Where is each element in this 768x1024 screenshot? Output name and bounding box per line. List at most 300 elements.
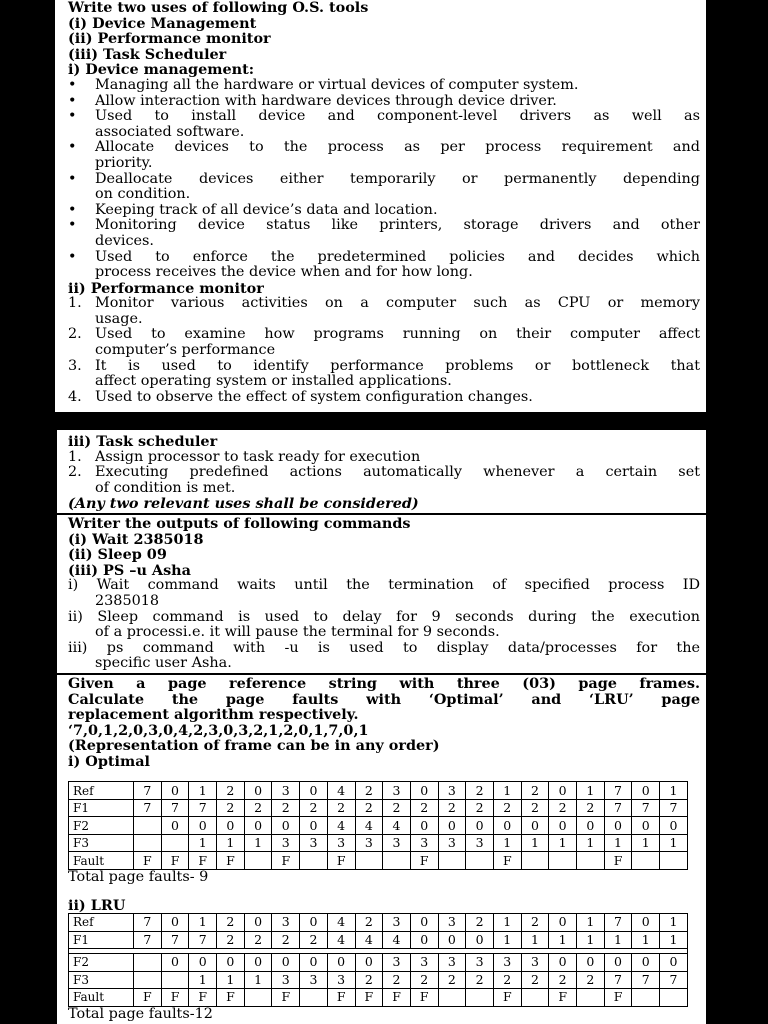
table-cell: 1 — [493, 834, 521, 852]
table-cell: F — [410, 989, 438, 1007]
table-cell — [161, 971, 189, 989]
table-cell: 0 — [244, 817, 272, 835]
table-cell: 0 — [632, 782, 660, 800]
table-cell: F — [134, 989, 162, 1007]
table-cell: 3 — [355, 834, 383, 852]
table-cell: 3 — [410, 954, 438, 972]
table-cell — [660, 852, 688, 870]
table-cell: 2 — [355, 782, 383, 800]
table-cell: 3 — [493, 954, 521, 972]
list-item — [68, 218, 700, 234]
table-cell: 2 — [577, 971, 605, 989]
item-number: 1. — [68, 295, 82, 312]
table-cell: 0 — [549, 817, 577, 835]
table-cell: 0 — [410, 914, 438, 932]
row-header: F2 — [69, 817, 134, 835]
table-cell — [466, 989, 494, 1007]
table-cell: 1 — [660, 782, 688, 800]
item-text: Allocate devices to the process as per process requirement and — [95, 139, 700, 156]
answer-line: ii) Sleep command is used to delay for 9 seconds during the execution — [68, 608, 700, 625]
table-cell — [244, 989, 272, 1007]
table-cell: 0 — [272, 817, 300, 835]
item-text: Used to install device and component-level drivers as well as — [95, 108, 700, 125]
table-row — [69, 931, 688, 949]
item-text: Monitor various activities on a computer such as CPU or memory — [95, 295, 700, 312]
table-cell: 0 — [300, 914, 328, 932]
table-cell: F — [549, 989, 577, 1007]
item-text: Monitoring device status like printers, storage drivers and other — [95, 217, 700, 234]
command-item: (i) Wait 2385018 — [68, 530, 204, 548]
table-cell: 0 — [660, 954, 688, 972]
table-cell: 1 — [632, 834, 660, 852]
table-cell: 1 — [189, 971, 217, 989]
table-cell: 2 — [217, 782, 245, 800]
table-cell: 0 — [300, 954, 328, 972]
table-cell: 2 — [466, 971, 494, 989]
table-cell: 7 — [161, 799, 189, 817]
question-text: replacement algorithm respectively. — [68, 706, 359, 724]
table-cell — [244, 852, 272, 870]
table-cell: 0 — [327, 954, 355, 972]
table-cell: 1 — [660, 931, 688, 949]
table-cell: 1 — [604, 931, 632, 949]
answer-line: i) Wait command waits until the termination of specified process ID — [68, 577, 700, 594]
table-cell: 4 — [383, 817, 411, 835]
table-cell: 3 — [466, 954, 494, 972]
list-item — [68, 465, 700, 481]
bullet-icon: • — [68, 217, 77, 234]
list-item — [68, 94, 700, 110]
table-cell: 2 — [410, 971, 438, 989]
table-cell: 1 — [660, 834, 688, 852]
table-cell — [134, 817, 162, 835]
row-header: F3 — [69, 834, 134, 852]
table-cell: 0 — [161, 954, 189, 972]
list-item — [68, 78, 700, 94]
table-cell: 3 — [327, 834, 355, 852]
table-cell: F — [134, 852, 162, 870]
row-header: Fault — [69, 989, 134, 1007]
table-cell — [161, 834, 189, 852]
table-cell: 2 — [244, 799, 272, 817]
table-cell: 2 — [300, 931, 328, 949]
table-cell: 7 — [134, 799, 162, 817]
table-cell — [300, 852, 328, 870]
table-cell: 2 — [355, 971, 383, 989]
table-cell: 1 — [521, 834, 549, 852]
table-cell: F — [383, 989, 411, 1007]
table-cell: 4 — [327, 817, 355, 835]
reference-string: ‘7,0,1,2,0,3,0,4,2,3,0,3,2,1,2,0,1,7,0,1 — [68, 721, 369, 739]
table-cell — [134, 954, 162, 972]
row-header: F1 — [69, 931, 134, 949]
table-cell: 0 — [604, 817, 632, 835]
table-cell: F — [355, 989, 383, 1007]
table-cell: 7 — [632, 971, 660, 989]
list-item — [68, 203, 700, 219]
table-cell: 2 — [383, 971, 411, 989]
table-cell: 2 — [272, 799, 300, 817]
table-cell: 2 — [466, 914, 494, 932]
marking-note: (Any two relevant uses shall be considered) — [68, 495, 419, 513]
item-text-continued: usage. — [95, 310, 143, 327]
question-text: Calculate the page faults with ‘Optimal’ and ‘LRU’ page — [68, 690, 700, 708]
table-cell — [660, 989, 688, 1007]
table-cell: 0 — [189, 817, 217, 835]
item-text: Allow interaction with hardware devices through device driver. — [95, 92, 557, 109]
table-cell: 0 — [300, 817, 328, 835]
list-item — [68, 327, 700, 343]
list-item — [68, 390, 700, 406]
bullet-icon: • — [68, 170, 77, 187]
item-text-continued: computer’s performance — [95, 342, 276, 359]
item-text: Used to observe the effect of system configuration changes. — [95, 388, 533, 405]
table-cell: 1 — [493, 914, 521, 932]
table-cell: F — [272, 852, 300, 870]
answer-panel-bottom — [55, 428, 709, 1024]
table-cell: 2 — [521, 799, 549, 817]
table-cell: 2 — [493, 799, 521, 817]
table-row — [69, 914, 688, 932]
item-number: 1. — [68, 448, 82, 465]
table-cell: 4 — [355, 817, 383, 835]
table-cell: 3 — [438, 834, 466, 852]
list-item — [68, 359, 700, 375]
table-cell: F — [189, 852, 217, 870]
table-cell: 3 — [272, 782, 300, 800]
table-cell: 0 — [438, 931, 466, 949]
table-cell: 3 — [300, 834, 328, 852]
list-item — [68, 296, 700, 312]
answer-line-continued: of a processi.e. it will pause the terminal for 9 seconds. — [95, 624, 500, 641]
table-cell: 2 — [549, 971, 577, 989]
item-text: Used to enforce the predetermined policies and decides which — [95, 248, 700, 265]
table-cell: F — [272, 989, 300, 1007]
list-item — [68, 172, 700, 188]
table-cell: 0 — [549, 954, 577, 972]
table-cell: 4 — [327, 914, 355, 932]
table-cell: 1 — [189, 914, 217, 932]
table-cell — [466, 852, 494, 870]
table-cell: 1 — [577, 834, 605, 852]
table-cell — [549, 852, 577, 870]
table-cell: 2 — [383, 799, 411, 817]
tool-item: (ii) Performance monitor — [68, 30, 271, 48]
table-cell: 0 — [438, 817, 466, 835]
table-cell: 2 — [438, 799, 466, 817]
table-cell: 3 — [300, 971, 328, 989]
table-cell: 2 — [493, 971, 521, 989]
row-header: F2 — [69, 954, 134, 972]
optimal-label: i) Optimal — [68, 752, 151, 770]
table-cell: 2 — [466, 782, 494, 800]
table-cell: 0 — [244, 914, 272, 932]
table-cell: 1 — [244, 834, 272, 852]
row-header: F3 — [69, 971, 134, 989]
optimal-total: Total page faults- 9 — [68, 868, 209, 885]
table-cell: 0 — [161, 817, 189, 835]
table-cell: 2 — [521, 971, 549, 989]
table-cell: 3 — [438, 954, 466, 972]
table-cell: 0 — [300, 782, 328, 800]
table-cell — [521, 852, 549, 870]
table-cell — [438, 852, 466, 870]
table-cell: 2 — [549, 799, 577, 817]
table-cell: 0 — [217, 817, 245, 835]
table-cell: 0 — [410, 782, 438, 800]
table-cell: 7 — [660, 799, 688, 817]
table-cell: F — [604, 852, 632, 870]
table-cell: F — [493, 852, 521, 870]
item-text: It is used to identify performance problems or bottleneck that — [95, 357, 700, 374]
table-cell: 3 — [272, 914, 300, 932]
table-cell: 0 — [632, 954, 660, 972]
table-cell — [300, 989, 328, 1007]
table-cell: 0 — [466, 817, 494, 835]
table-cell — [521, 989, 549, 1007]
item-text: Assign processor to task ready for execution — [95, 448, 421, 465]
item-text-continued: priority. — [95, 154, 153, 171]
table-cell: F — [217, 989, 245, 1007]
list-item — [68, 450, 700, 466]
table-cell: 3 — [272, 971, 300, 989]
table-cell: 0 — [660, 817, 688, 835]
table-cell: 0 — [493, 817, 521, 835]
table-cell: 7 — [604, 971, 632, 989]
table-cell: 7 — [189, 799, 217, 817]
table-cell: 0 — [632, 914, 660, 932]
table-cell: 0 — [577, 817, 605, 835]
table-cell: 1 — [549, 931, 577, 949]
list-item — [68, 250, 700, 266]
table-cell: 1 — [577, 914, 605, 932]
device-management-list — [68, 78, 700, 281]
item-text-continued: devices. — [95, 232, 154, 249]
answer-line-continued: 2385018 — [95, 592, 160, 609]
table-cell — [632, 852, 660, 870]
table-cell: 7 — [604, 782, 632, 800]
bullet-icon: • — [68, 108, 77, 125]
table-cell: 0 — [632, 817, 660, 835]
item-text: Keeping track of all device’s data and location. — [95, 201, 438, 218]
table-cell: 1 — [577, 931, 605, 949]
table-cell: 0 — [521, 817, 549, 835]
table-cell: 1 — [244, 971, 272, 989]
command-item: (ii) Sleep 09 — [68, 546, 167, 564]
table-cell: 2 — [438, 971, 466, 989]
table-cell — [577, 852, 605, 870]
table-cell: 7 — [189, 931, 217, 949]
row-header: Ref — [69, 914, 134, 932]
table-row — [69, 782, 688, 800]
bullet-icon: • — [68, 201, 77, 218]
lru-total: Total page faults-12 — [68, 1005, 213, 1022]
row-header: Fault — [69, 852, 134, 870]
table-cell: 2 — [217, 931, 245, 949]
table-cell: F — [189, 989, 217, 1007]
table-cell: 7 — [134, 931, 162, 949]
table-cell: 0 — [410, 931, 438, 949]
table-cell: 1 — [493, 931, 521, 949]
table-row — [69, 852, 688, 870]
table-cell: 4 — [327, 782, 355, 800]
item-text: Executing predefined actions automatically whenever a certain set — [95, 464, 700, 481]
table-cell: 1 — [189, 834, 217, 852]
table-row — [69, 834, 688, 852]
item-text-continued: affect operating system or installed applications. — [95, 373, 452, 390]
item-text-continued: on condition. — [95, 186, 191, 203]
table-cell: F — [493, 989, 521, 1007]
table-cell: 1 — [189, 782, 217, 800]
table-cell: 0 — [161, 782, 189, 800]
tool-item: (iii) Task Scheduler — [68, 45, 227, 63]
item-text: Managing all the hardware or virtual devices of computer system. — [95, 76, 579, 93]
table-cell: 2 — [217, 799, 245, 817]
answer-line-continued: specific user Asha. — [95, 655, 232, 672]
table-cell: 2 — [466, 799, 494, 817]
table-cell: 0 — [189, 954, 217, 972]
table-cell: F — [410, 852, 438, 870]
table-cell: 0 — [466, 931, 494, 949]
table-cell: 3 — [521, 954, 549, 972]
table-cell — [632, 989, 660, 1007]
question-heading: Write two uses of following O.S. tools — [68, 0, 369, 16]
section-heading: iii) Task scheduler — [68, 433, 218, 450]
table-cell: 7 — [604, 799, 632, 817]
table-cell: 7 — [134, 914, 162, 932]
table-cell: 2 — [355, 914, 383, 932]
table-cell: 0 — [217, 954, 245, 972]
table-cell: 0 — [577, 954, 605, 972]
table-cell: 4 — [383, 931, 411, 949]
bullet-icon: • — [68, 76, 77, 93]
table-cell — [438, 989, 466, 1007]
table-cell: 2 — [300, 799, 328, 817]
item-number: 3. — [68, 357, 82, 374]
table-row — [69, 817, 688, 835]
command-item: (iii) PS –u Asha — [68, 561, 191, 579]
table-cell: 2 — [577, 799, 605, 817]
list-item — [68, 140, 700, 156]
table-cell: 7 — [660, 971, 688, 989]
item-number: 2. — [68, 464, 82, 481]
table-cell: 0 — [244, 954, 272, 972]
table-cell: F — [327, 852, 355, 870]
table-cell: 0 — [161, 914, 189, 932]
table-cell: 1 — [217, 834, 245, 852]
table-cell — [577, 989, 605, 1007]
question-text: (Representation of frame can be in any order) — [68, 737, 440, 755]
section-heading: ii) Performance monitor — [68, 279, 264, 297]
table-cell: 1 — [632, 931, 660, 949]
table-cell: 1 — [217, 971, 245, 989]
table-cell: 3 — [466, 834, 494, 852]
table-cell: 2 — [217, 914, 245, 932]
bullet-icon: • — [68, 92, 77, 109]
row-header: F1 — [69, 799, 134, 817]
table-cell — [383, 852, 411, 870]
table-cell: 2 — [521, 914, 549, 932]
table-row — [69, 971, 688, 989]
section-heading: i) Device management: — [68, 61, 255, 79]
item-number: 4. — [68, 388, 82, 405]
table-cell: 0 — [244, 782, 272, 800]
tool-item: (i) Device Management — [68, 14, 257, 32]
table-cell: 2 — [521, 782, 549, 800]
bullet-icon: • — [68, 248, 77, 265]
table-cell: 7 — [632, 799, 660, 817]
table-cell: 3 — [383, 782, 411, 800]
table-cell: F — [161, 852, 189, 870]
table-cell: 0 — [549, 914, 577, 932]
item-text: Deallocate devices either temporarily or permanently depending — [95, 170, 700, 187]
table-cell: 3 — [327, 971, 355, 989]
table-cell: 1 — [660, 914, 688, 932]
table-cell: 7 — [134, 782, 162, 800]
table-cell: 3 — [410, 834, 438, 852]
table-cell: 2 — [244, 931, 272, 949]
table-cell: 3 — [438, 782, 466, 800]
table-cell: 4 — [327, 931, 355, 949]
table-row — [69, 989, 688, 1007]
table-row — [69, 799, 688, 817]
table-cell: 3 — [383, 914, 411, 932]
item-text-continued: associated software. — [95, 123, 245, 140]
table-cell — [134, 971, 162, 989]
table-cell: 2 — [410, 799, 438, 817]
table-cell: 3 — [272, 834, 300, 852]
item-number: 2. — [68, 326, 82, 343]
lru-table — [68, 913, 688, 1007]
optimal-table — [68, 781, 688, 870]
table-cell: F — [327, 989, 355, 1007]
table-cell: 0 — [272, 954, 300, 972]
table-cell: 3 — [383, 954, 411, 972]
table-cell: 2 — [272, 931, 300, 949]
table-cell: 4 — [355, 931, 383, 949]
lru-label: ii) LRU — [68, 896, 126, 914]
table-cell: 1 — [549, 834, 577, 852]
item-text-continued: of condition is met. — [95, 479, 236, 496]
table-cell: 1 — [604, 834, 632, 852]
table-cell: 7 — [604, 914, 632, 932]
question-heading: Writer the outputs of following commands — [68, 514, 411, 532]
row-header: Ref — [69, 782, 134, 800]
answer-line: iii) ps command with -u is used to display data/processes for the — [68, 639, 700, 656]
task-scheduler-list — [68, 450, 700, 497]
table-cell: F — [217, 852, 245, 870]
command-answers — [68, 578, 700, 672]
item-text: Used to examine how programs running on their computer affect — [95, 326, 700, 343]
table-cell — [134, 834, 162, 852]
table-row — [69, 954, 688, 972]
table-cell: 3 — [438, 914, 466, 932]
table-cell: 0 — [410, 817, 438, 835]
table-cell: 0 — [355, 954, 383, 972]
table-cell: 0 — [549, 782, 577, 800]
table-cell: F — [161, 989, 189, 1007]
table-cell: 1 — [521, 931, 549, 949]
answer-panel-top — [55, 0, 709, 412]
table-cell: 1 — [493, 782, 521, 800]
performance-monitor-list — [68, 296, 700, 405]
table-cell: 1 — [577, 782, 605, 800]
bullet-icon: • — [68, 139, 77, 156]
table-cell: 7 — [161, 931, 189, 949]
item-text-continued: process receives the device when and for how long. — [95, 264, 473, 281]
table-cell — [355, 852, 383, 870]
question-text: Given a page reference string with three (03) page frames. — [68, 674, 700, 692]
